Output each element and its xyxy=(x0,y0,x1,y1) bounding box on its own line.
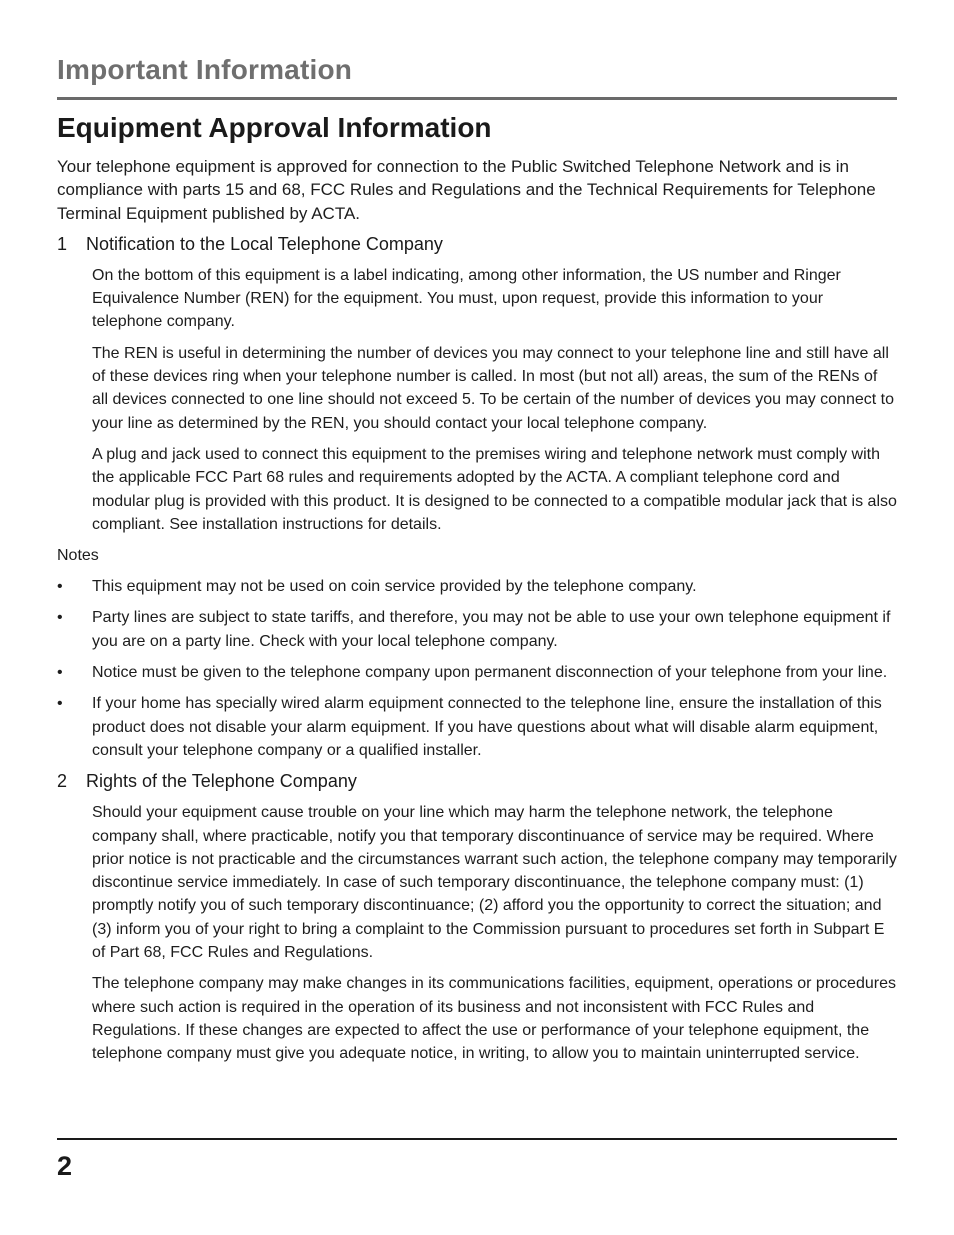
list-item xyxy=(57,575,897,598)
paragraph-trouble-service: Should your equipment cause trouble on your line which may harm the telephone network, the telephone company shall, where practicable, notify you that temporary discontinuance of service may be required. Where prior notice is not practicable and the circumstances warrant such action, the telephone company may temporarily discontinue service immediately. In case of such temporary discontinuance, the telephone company must: (1) promptly notify you of such temporary discontinuance; (2) afford you the opportunity to correct the situation; and (3) inform you of your right to bring a complaint to the Commission pursuant to procedures set forth in Subpart E of Part 68, FCC Rules and Regulations. xyxy=(92,804,897,962)
paragraph-company-changes: The telephone company may make changes in its communications facilities, equipment, operations or procedures where such action is required in the operation of its business and not inconsistent with FCC Rules and Regulations. If these changes are expected to affect the use or performance of your telephone equipment, the telephone company must give you adequate notice, in writing, to allow you to maintain uninterrupted service. xyxy=(92,975,896,1063)
note-text: This equipment may not be used on coin service provided by the telephone company. xyxy=(92,578,697,596)
note-text: Party lines are subject to state tariffs, and therefore, you may not be able to use your own telephone equipment if you are on a party line. Check with your local telephone company. xyxy=(92,609,891,650)
subsection-heading-rights xyxy=(57,770,897,793)
subsection-number: 2 xyxy=(57,771,68,792)
paragraph-label-info: On the bottom of this equipment is a label indicating, among other information, the US number and Ringer Equivalence Number (REN) for the equipment. You must, upon request, provide this information to your telephone company. xyxy=(92,266,841,331)
section-title: Equipment Approval Information xyxy=(57,112,492,143)
subsection-title: Rights of the Telephone Company xyxy=(86,771,357,792)
subsection-heading-notification xyxy=(57,233,897,256)
bullet-icon: • xyxy=(57,609,63,627)
list-item xyxy=(57,692,897,762)
note-text: Notice must be given to the telephone company upon permanent disconnection of your telephone from your line. xyxy=(92,664,888,682)
subsection-title: Notification to the Local Telephone Company xyxy=(86,233,443,254)
paragraph-ren-info: The REN is useful in determining the number of devices you may connect to your telephone line and still have all of these devices ring when your telephone number is called. In most (but not all) areas, the sum of the RENs of all devices connected to one line should not exceed 5. To be certain of the number of devices you may connect to your line as determined by the REN, you should contact your local telephone company. xyxy=(92,344,894,432)
page-number: 2 xyxy=(57,1151,73,1181)
footer-divider xyxy=(57,1138,897,1140)
header-divider xyxy=(57,97,897,100)
notes-list xyxy=(57,575,897,762)
subsection-number: 1 xyxy=(57,233,68,254)
paragraph-plug-jack: A plug and jack used to connect this equipment to the premises wiring and telephone network must comply with the applicable FCC Part 68 rules and requirements adopted by the ACTA. A compliant telephone cord and modular plug is provided with this product. It is designed to be connected to a compatible modular jack that is also compliant. See installation instructions for details. xyxy=(92,445,897,533)
list-item xyxy=(57,661,897,684)
bullet-icon: • xyxy=(57,695,63,713)
bullet-icon: • xyxy=(57,578,63,596)
note-text: If your home has specially wired alarm equipment connected to the telephone line, ensure the installation of this product does not disable your alarm equipment. If you have questions about what will disable alarm equipment, consult your telephone company or a qualified installer. xyxy=(92,695,882,759)
page-header-title: Important Information xyxy=(57,54,353,85)
notes-label: Notes xyxy=(57,547,99,565)
list-item xyxy=(57,606,897,653)
intro-paragraph: Your telephone equipment is approved for connection to the Public Switched Telephone Network and is in compliance with parts 15 and 68, FCC Rules and Regulations and the Technical Requirements for Telephone Terminal Equipment published by ACTA. xyxy=(57,157,876,223)
bullet-icon: • xyxy=(57,664,63,682)
section-content xyxy=(57,155,897,1066)
